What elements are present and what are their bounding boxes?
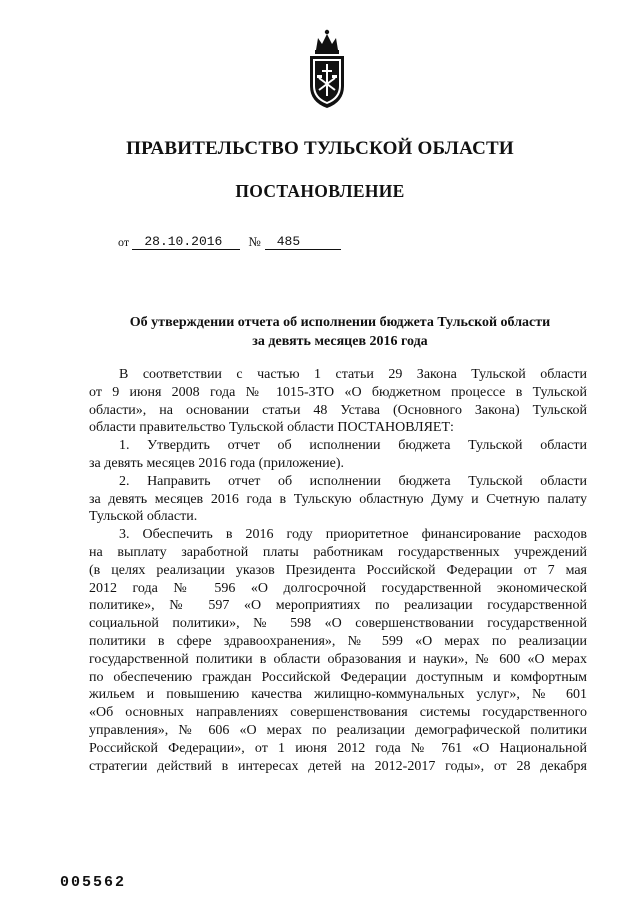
registration-line xyxy=(118,234,341,252)
document-number: 485 xyxy=(265,234,341,250)
paragraph-item-2 xyxy=(89,473,587,526)
text-line: управления», № 606 «О мерах по реализации демографической политики xyxy=(89,722,587,738)
text-line: на выплату заработной платы работникам государственных учреждений xyxy=(89,544,587,560)
document-type-heading: ПОСТАНОВЛЕНИЕ xyxy=(235,181,405,201)
text-line: В соответствии с частью 1 статьи 29 Закона Тульской области xyxy=(119,367,587,382)
paragraph-item-1 xyxy=(89,437,587,473)
sheet-serial-number: 005562 xyxy=(60,874,127,891)
tula-coat-of-arms-icon xyxy=(306,28,348,110)
text-line: от 9 июня 2008 года № 1015-ЗТО «О бюджетном процессе в Тульской xyxy=(89,384,587,400)
document-subject xyxy=(100,313,580,351)
number-prefix: № xyxy=(248,234,261,249)
text-line: за девять месяцев 2016 года (приложение). xyxy=(89,455,345,471)
text-line: политике», № 597 «О мероприятиях по реализации государственной xyxy=(89,598,587,614)
text-line: 2012 года № 596 «О долгосрочной государственной экономической xyxy=(89,580,587,596)
text-line: области правительство Тульской области ПОСТАНОВЛЯЕТ: xyxy=(89,420,454,436)
text-line: 1. Утвердить отчет об исполнении бюджета Тульской области xyxy=(119,438,587,454)
text-line: 2. Направить отчет об исполнении бюджета Тульской области xyxy=(119,473,587,489)
paragraph-item-3 xyxy=(89,526,587,775)
text-line: жильем и повышению качества жилищно-коммунальных услуг», № 601 xyxy=(89,687,587,703)
text-line: Российской Федерации», от 1 июня 2012 года № 761 «О Национальной xyxy=(89,740,587,756)
text-line: области», на основании статьи 48 Устава (Основного Закона) Тульской xyxy=(89,402,587,418)
subject-line: за девять месяцев 2016 года xyxy=(252,334,428,349)
subject-line: Об утверждении отчета об исполнении бюджета Тульской области xyxy=(129,315,551,330)
text-line: по обеспечению граждан Российской Федерации доступным и комфортным xyxy=(89,669,587,685)
text-line: стратегии действий в интересах детей на 2012-2017 годы», от 28 декабря xyxy=(89,758,587,774)
document-date: 28.10.2016 xyxy=(132,234,240,250)
date-prefix: от xyxy=(118,235,130,249)
text-line: социальной политики», № 598 «О совершенствовании государственной xyxy=(89,616,587,632)
text-line: «Об основных направлениях совершенствования системы государственного xyxy=(89,705,587,721)
text-line: политики в сфере здравоохранения», № 599 «О мерах по реализации xyxy=(89,633,587,649)
text-line: за девять месяцев 2016 года в Тульскую областную Думу и Счетную палату xyxy=(89,491,587,507)
text-line: (в целях реализации указов Президента Российской Федерации от 7 мая xyxy=(89,562,587,578)
text-line: государственной политики в области образования и науки», № 600 «О мерах xyxy=(89,651,587,667)
document-body xyxy=(89,366,587,775)
text-line: Тульской области. xyxy=(89,509,198,525)
paragraph-preamble xyxy=(89,366,587,437)
text-line: 3. Обеспечить в 2016 году приоритетное финансирование расходов xyxy=(119,527,587,543)
government-title: ПРАВИТЕЛЬСТВО ТУЛЬСКОЙ ОБЛАСТИ xyxy=(126,138,514,159)
